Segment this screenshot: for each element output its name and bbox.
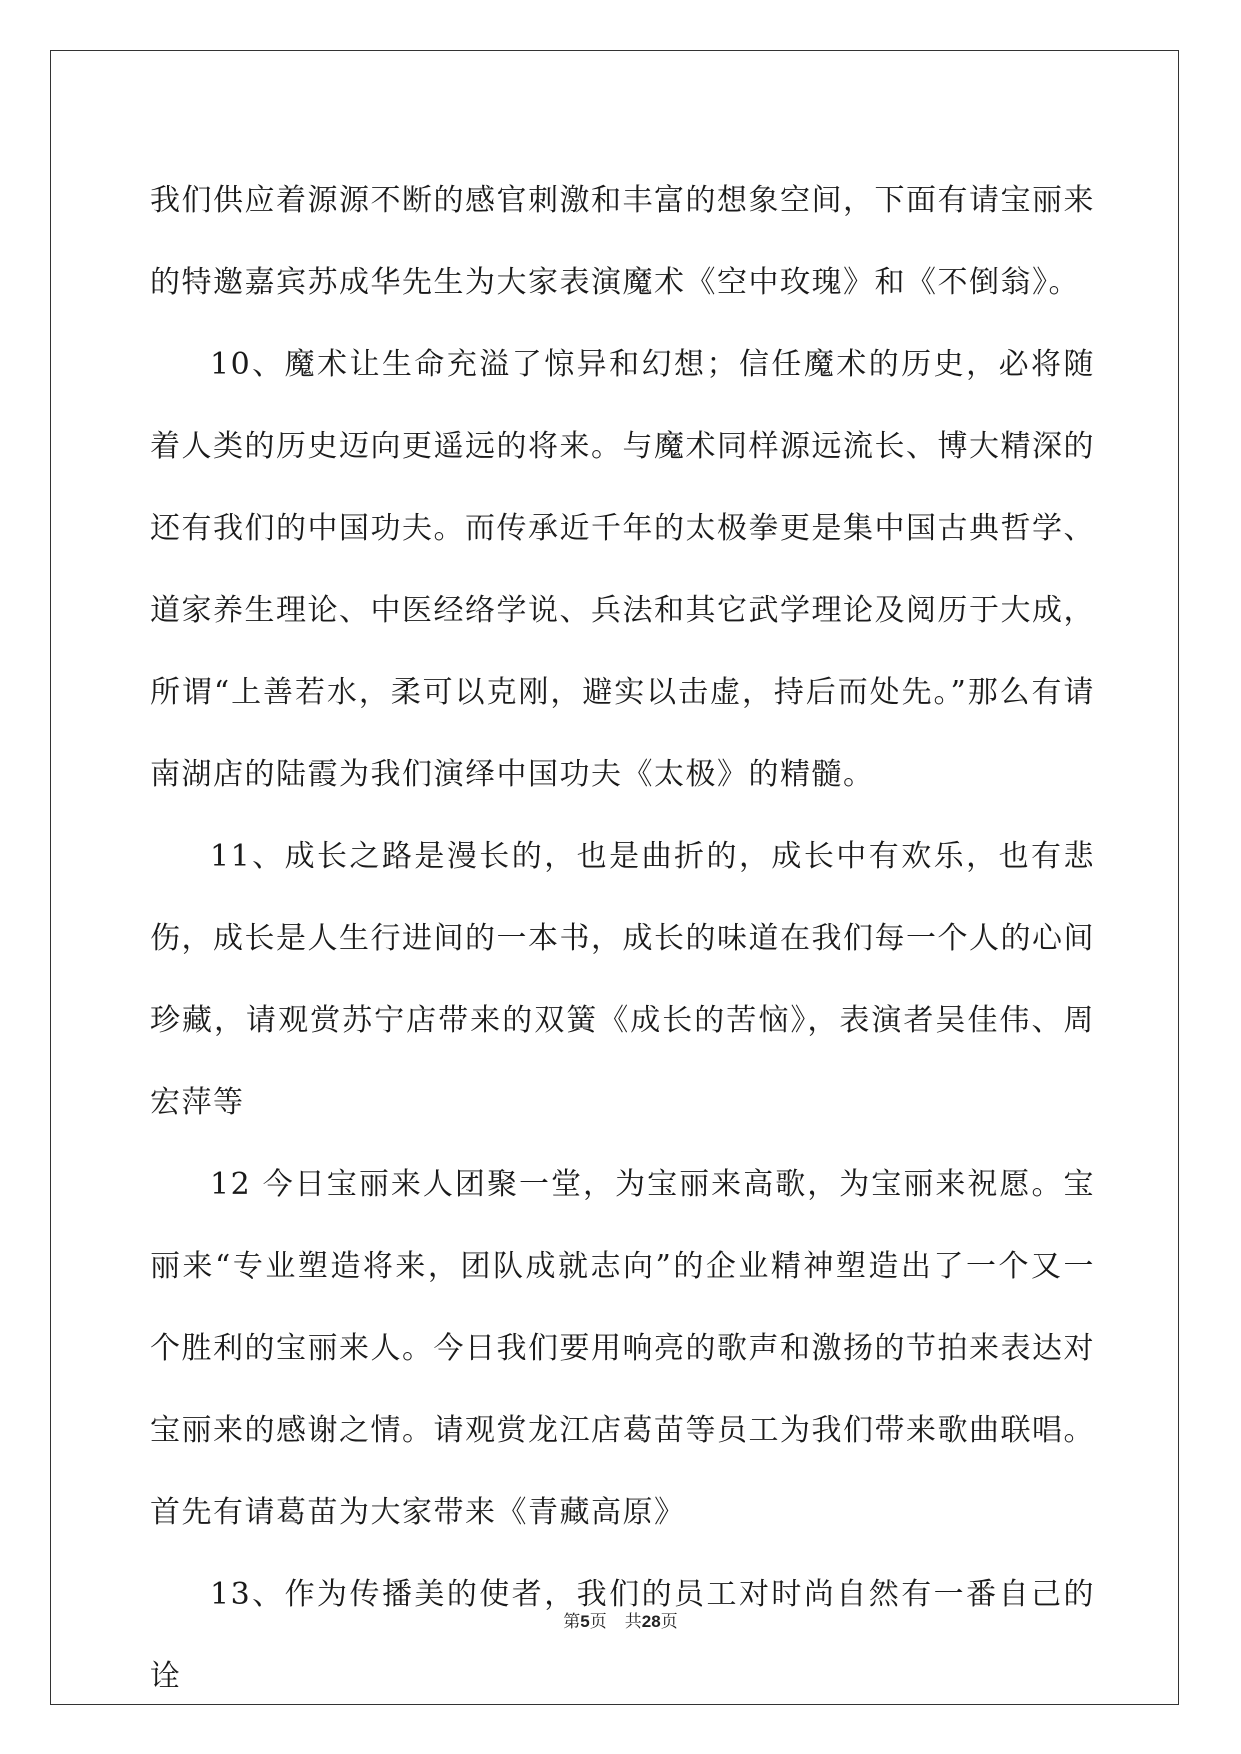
footer-total-prefix: 共	[624, 1612, 642, 1632]
footer-page-suffix: 页	[589, 1612, 607, 1632]
paragraph-item-10: 10、魔术让生命充溢了惊异和幻想；信任魔术的历史，必将随着人类的历史迈向更遥远的将来。与魔术同样源远流长、博大精深的还有我们的中国功夫。而传承近千年的太极拳更是集中国古典哲学、道家养生理论、中医经络学说、兵法和其它武学理论及阅历于大成，所谓“上善若水，柔可以克刚，避实以击虚，持后而处先。”那么有请南湖店的陆霞为我们演绎中国功夫《太极》的精髓。	[150, 347, 1095, 792]
paragraph-item-13: 13、作为传播美的使者，我们的员工对时尚自然有一番自己的诠	[150, 1577, 1095, 1694]
current-page-number: 5	[580, 1612, 590, 1631]
footer-prefix: 第	[563, 1612, 581, 1632]
total-pages-number: 28	[641, 1612, 661, 1631]
paragraph-item-12: 12 今日宝丽来人团聚一堂，为宝丽来高歌，为宝丽来祝愿。宝丽来“专业塑造将来，团队成就志向”的企业精神塑造出了一个又一个胜利的宝丽来人。今日我们要用响亮的歌声和激扬的节拍来表达对宝丽来的感谢之情。请观赏龙江店葛苗等员工为我们带来歌曲联唱。首先有请葛苗为大家带来《青藏高原》	[150, 1167, 1095, 1530]
document-body	[150, 160, 1095, 1718]
paragraph-continuation: 我们供应着源源不断的感官刺激和丰富的想象空间，下面有请宝丽来的特邀嘉宾苏成华先生为大家表演魔术《空中玫瑰》和《不倒翁》。	[150, 183, 1095, 300]
paragraph-item-11: 11、成长之路是漫长的，也是曲折的，成长中有欢乐，也有悲伤，成长是人生行进间的一本书，成长的味道在我们每一个人的心间珍藏，请观赏苏宁店带来的双簧《成长的苦恼》，表演者吴佳伟、周宏萍等	[150, 839, 1095, 1120]
footer-total-suffix: 页	[660, 1612, 678, 1632]
page-footer	[0, 1607, 1241, 1632]
